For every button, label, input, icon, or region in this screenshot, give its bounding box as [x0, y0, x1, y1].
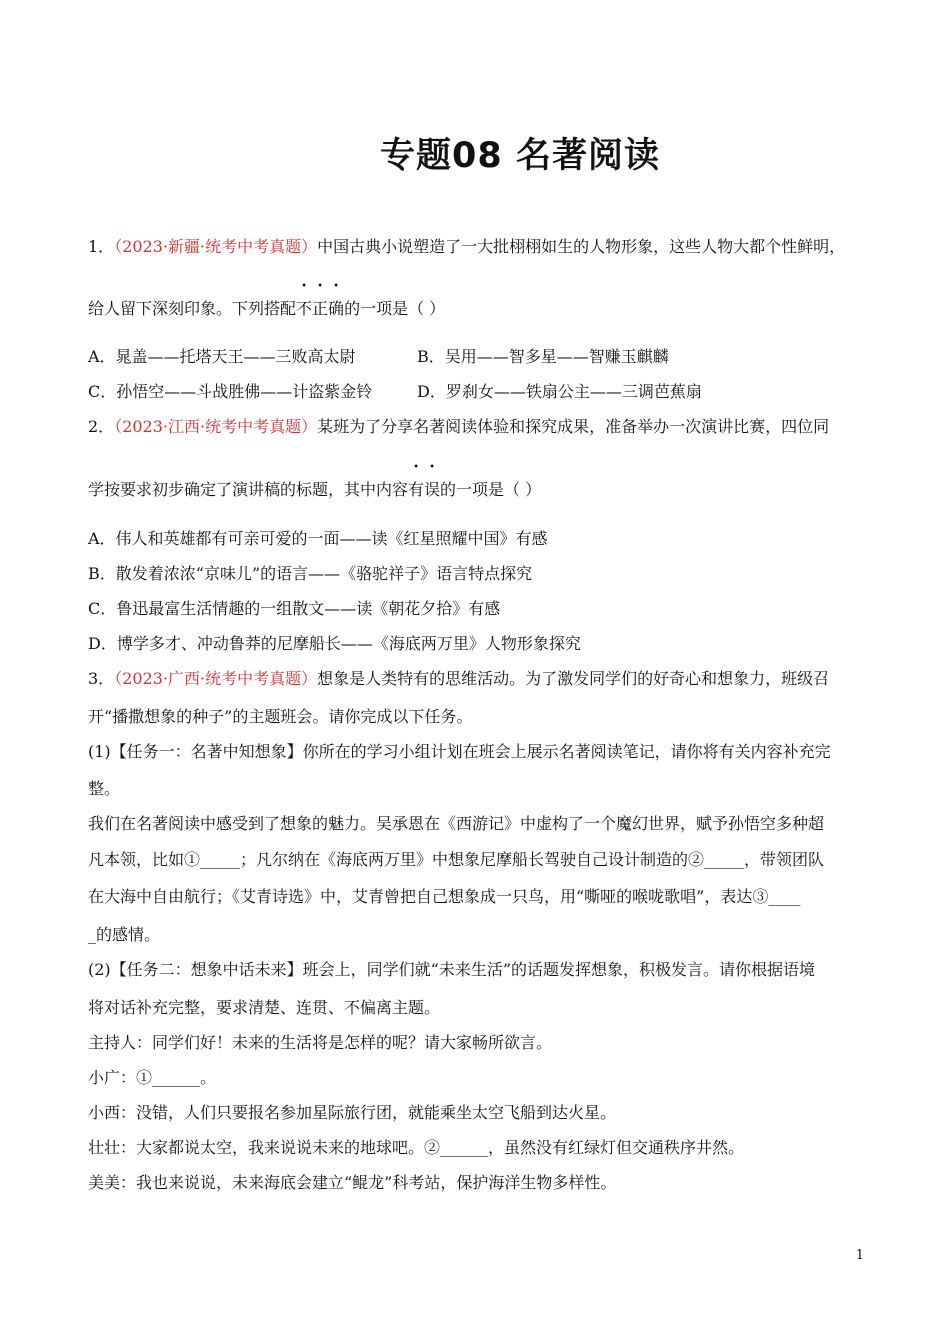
- q3-paragraph-line2: 凡本领，比如①_____；凡尔纳在《海底两万里》中想象尼摩船长驾驶自己设计制造的②_____，带领团队: [88, 850, 825, 869]
- q1-line1: [88, 236, 845, 258]
- q3-line2: 开“播撒想象的种子”的主题班会。请你完成以下任务。: [88, 707, 473, 726]
- q3-task2-line2: 将对话补充完整，要求清楚、连贯、不偏离主题。: [88, 998, 441, 1017]
- q2-option-c: C．鲁迅最富生活情趣的一组散文——读《朝花夕拾》有感: [88, 599, 501, 618]
- page-number: 1: [855, 1248, 864, 1263]
- q3-task1-line1: (1)【任务一：名著中知想象】你所在的学习小组计划在班会上展示名著阅读笔记，请你将有关内容补充完: [88, 742, 831, 761]
- dialogue-xiaoguang: 小广：①______。: [88, 1068, 217, 1087]
- q2-option-b: B．散发着浓浓“京味儿”的语言——《骆驼祥子》语言特点探究: [88, 564, 533, 583]
- q3-text1: 想象是人类特有的思维活动。为了激发同学们的好奇心和想象力，班级召: [317, 669, 830, 688]
- q3-number: 3．: [88, 669, 115, 688]
- q1-option-b: B．吴用——智多星——智赚玉麒麟: [417, 347, 669, 366]
- q2-text1: 某班为了分享名著阅读体验和探究成果，准备举办一次演讲比赛，四位同: [317, 417, 830, 436]
- q3-paragraph-line4: _的感情。: [88, 925, 161, 944]
- q3-task2-line1: (2)【任务二：想象中话未来】班会上，同学们就“未来生活”的话题发挥想象，积极发言。请你根据语境: [88, 960, 816, 979]
- dialogue-zhuangzhuang: 壮壮：大家都说太空，我来说说未来的地球吧。②______，虽然没有红绿灯但交通秩序井然。: [88, 1138, 745, 1157]
- emphasis-char: 确: [328, 299, 345, 318]
- q2-option-a: A．伟人和英雄都有可亲可爱的一面——读《红星照耀中国》有感: [88, 529, 548, 548]
- q1-option-d: D．罗刹女——铁扇公主——三调芭蕉扇: [417, 382, 702, 401]
- q2-line2: 学按要求初步确定了演讲稿的标题，其中内容有误的一项是（ ）: [88, 480, 542, 499]
- q3-source: （2023·广西·统考中考真题）: [114, 669, 318, 688]
- q2-line1: [88, 416, 829, 438]
- q3-paragraph-line3: 在大海中自由航行；《艾青诗选》中，艾青曾把自己想象成一只鸟，用“嘶哑的喉咙歌唱”，表达③____: [88, 887, 801, 906]
- dialogue-xiaoxi: 小西：没错，人们只要报名参加星际旅行团，就能乘坐太空飞船到达火星。: [88, 1103, 617, 1122]
- dialogue-meimei: 美美：我也来说说，未来海底会建立“鲲龙”科考站，保护海洋生物多样性。: [88, 1173, 617, 1192]
- dialogue-host: 主持人：同学们好！未来的生活将是怎样的呢？请大家畅所欲言。: [88, 1033, 553, 1052]
- q3-task1-line2: 整。: [88, 779, 121, 798]
- page-title: 专题08 名著阅读: [380, 136, 660, 176]
- q1-option-a: A．晁盖——托塔天王——三败高太尉: [88, 347, 356, 366]
- q3-line1: [88, 668, 829, 690]
- q1-option-c: C．孙悟空——斗战胜佛——计盗紫金铃: [88, 382, 373, 401]
- q2-option-d: D．博学多才、冲动鲁莽的尼摩船长——《海底两万里》人物形象探究: [88, 634, 581, 653]
- emphasis-char: 误: [424, 480, 441, 499]
- q1-number: 1．: [88, 237, 115, 256]
- q1-source: （2023·新疆·统考中考真题）: [114, 237, 318, 256]
- q1-text1: 中国古典小说塑造了一大批栩栩如生的人物形象，这些人物大都个性鲜明，: [317, 237, 846, 256]
- emphasis-char: 正: [312, 299, 329, 318]
- q2-source: （2023·江西·统考中考真题）: [114, 417, 318, 436]
- emphasis-char: 不: [296, 299, 313, 318]
- emphasis-char: 有: [408, 480, 425, 499]
- q3-paragraph-line1: 我们在名著阅读中感受到了想象的魅力。吴承恩在《西游记》中虚构了一个魔幻世界，赋予孙悟空多种超: [88, 814, 825, 833]
- q2-number: 2．: [88, 417, 115, 436]
- q1-line2: 给人留下深刻印象。下列搭配不正确的一项是（ ）: [88, 299, 446, 318]
